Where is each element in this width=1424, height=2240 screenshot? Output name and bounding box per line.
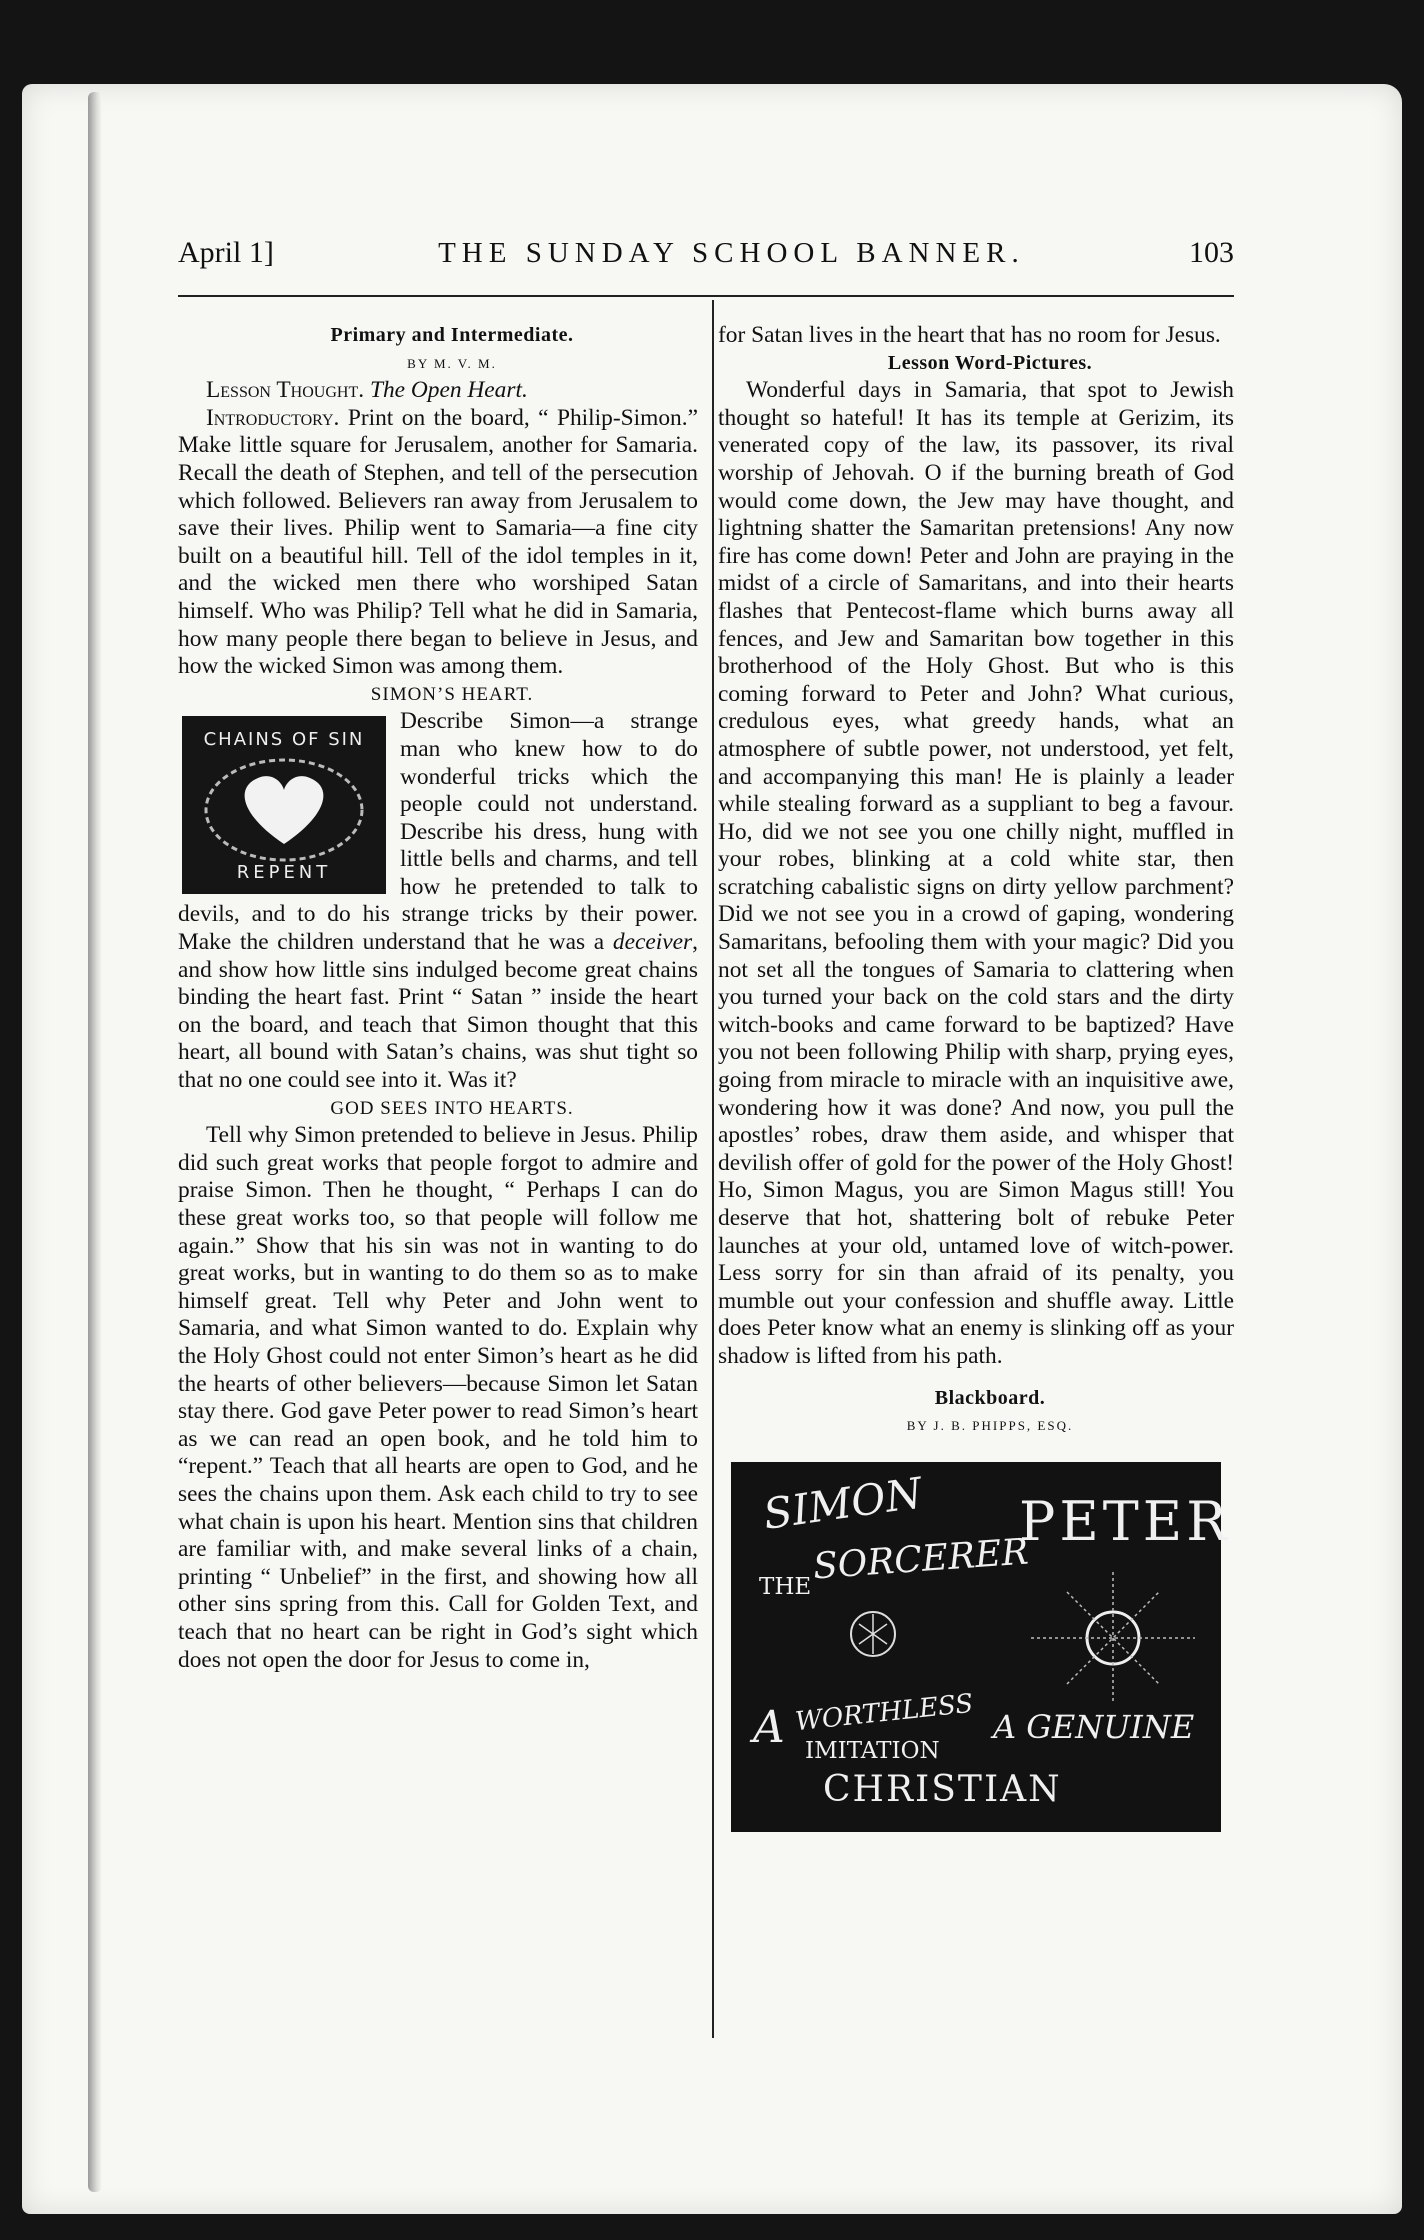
right-column (718, 322, 1234, 1832)
lesson-label: Lesson Thought. (206, 377, 365, 404)
page-gutter (88, 92, 102, 2192)
bb-simon: SIMON (760, 1467, 926, 1539)
heading-simons-heart: SIMON’S HEART. (370, 683, 534, 705)
illustration-caption-bottom: REPENT (236, 861, 332, 883)
bb-a: A (753, 1701, 785, 1753)
lesson-title: The Open Heart. (369, 377, 528, 404)
blackboard-byline: BY J. B. PHIPPS, ESQ. (906, 1418, 1074, 1434)
intro-paragraph (178, 405, 698, 681)
god-paragraph: Tell why Simon pretended to believe in Jesus. Philip did such great works that people forgot to admire and praise Simon. Then he thought, “ Perhaps I can do these great works too, so that people will follow me again.” Show that his sin was not in wanting to do great works, but in wanting to do them so as to make himself great. Tell why Peter and John went to Samaria, and what Simon wanted to do. Explain why the Holy Ghost could not enter Simon’s heart as he did the hearts of other believers—because Simon let Satan stay there. God gave Peter power to read Simon’s heart as we can read an open book, and he told him to “repent.” Teach that all hearts are open to God, and he sees the chains upon them. Ask each child to try to see what chain is upon his heart. Mention sins that children are familiar with, and make several links of a chain, printing “ Unbelief” in the first, and showing how all other sins spring from this. Call for Golden Text, and teach that no heart can be right in God’s sight which does not open the door for Jesus to come in, (178, 1122, 698, 1673)
section-byline: BY M. V. M. (407, 355, 497, 371)
bb-worthless: WORTHLESS (793, 1688, 975, 1738)
blackboard-illustration (731, 1462, 1231, 1832)
header-date: April 1] (178, 236, 274, 269)
bb-sorcerer: SORCERER (811, 1531, 1030, 1588)
continued-text: for Satan lives in the heart that has no room for Jesus. (718, 322, 1221, 348)
section-title: Primary and Intermediate. (330, 324, 574, 346)
intro-text: Print on the board, “ Philip-Simon.” Make little square for Jerusalem, another for Samaria. Recall the death of Stephen, and tell of the persecution which followed. Believers ran away from Jerusalem to save their lives. Philip went to Samaria—a fine city built on a beautiful hill. Tell of the idol temples in it, and the wicked men there who worshiped Satan himself. Who was Philip? Tell what he did in Samaria, how many people there began to believe in Jesus, and how the wicked Simon was among them. (178, 404, 698, 680)
illustration-caption-top: CHAINS OF SIN (203, 729, 365, 751)
blackboard-title: Blackboard. (934, 1386, 1046, 1409)
lesson-thought (178, 377, 698, 405)
intro-label: Introductory. (206, 404, 340, 431)
column-rule (712, 300, 714, 2038)
bb-genuine: A GENUINE (993, 1707, 1195, 1746)
heading-god-sees: GOD SEES INTO HEARTS. (330, 1097, 574, 1119)
word-pictures-paragraph: Wonderful days in Samaria, that spot to Jewish thought so hateful! It has its temple at Gerizim, its venerated copy of the law, its passover, its rival worship of Jehovah. O if the burning breath of God would come down, the Jew may have thought, and lightning shatter the Samaritan pretensions! Any now fire has come down! Peter and John are praying in the midst of a circle of Samaritans, and into their hearts flashes that Pentecost-flame which burns away all fences, and Jew and Samaritan bow together in this brotherhood of the Holy Ghost. But who is this coming forward to Peter and John? What curious, credulous eyes, what greedy hands, what an atmosphere of subtle power, not understood, yet felt, and accompanying this man! He is plainly a leader while stealing forward as a suppliant to beg a favour. Ho, did we not see you one chilly night, muffled in your robes, blinking at a cold white star, then scratching cabalistic signs on dirty yellow parchment? Did we not see you in a crowd of gaping, wondering Samaritans, befooling them with your magic? Did you not set all the tongues of Samaria to clattering when you turned your back on the cold stars and the dirty witch-books and came forward to be baptized? Have you not been following Philip with sharp, prying eyes, going from miracle to miracle with an inquisitive awe, wondering how it was done? And now, you pull the apostles’ robes, draw them aside, and whisper that devilish offer of gold for the power of the Holy Ghost! Ho, Simon Magus, you are Simon Magus still! You deserve that hot, shattering bolt of rebuke Peter launches at your old, untamed love of witch-power. Less sorry for sin than afraid of its penalty, you mumble out your confession and shuffle away. Little does Peter know what an enemy is slinking off as your shadow is lifted from his path. (718, 377, 1234, 1369)
page-number: 103 (1188, 236, 1234, 269)
heart-emphasis: deceiver (612, 929, 693, 956)
bb-the: THE (759, 1573, 812, 1600)
bb-imitation: IMITATION (805, 1737, 940, 1764)
bb-christian: CHRISTIAN (823, 1768, 1062, 1810)
running-header (178, 236, 1234, 276)
word-pictures-title: Lesson Word-Pictures. (887, 351, 1093, 374)
header-title: THE SUNDAY SCHOOL BANNER. (438, 237, 1025, 269)
left-column (178, 322, 698, 1674)
heart-text-1: Describe Simon—a strange man who knew how to do wonderful tricks which the people could not understand. Describe his dress, hung with little bells and charms, and tell how he pretended to talk to devils, and to do his strange tricks by their power. Make the children understand that he was a (178, 708, 698, 956)
header-rule (178, 295, 1234, 297)
chains-of-sin-illustration (182, 716, 386, 894)
bb-peter: PETER (1019, 1489, 1231, 1553)
heart-text-2: , and show how little sins indulged become great chains binding the heart fast. Print “ Satan ” inside the heart on the board, and teach that Simon thought that this heart, all bound with Satan’s chains, was shut tight so that no one could see into it. Was it? (178, 929, 698, 1094)
